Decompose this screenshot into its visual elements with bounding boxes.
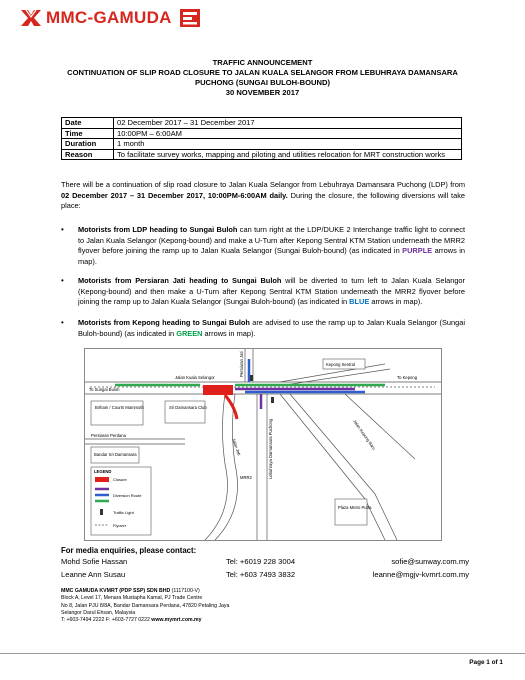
diversion-bullet-1 (61, 225, 465, 267)
contact-1-tel: Tel: +6019 228 3004 (226, 557, 296, 566)
footer-rule (0, 653, 525, 654)
map-label-persiaran-jati: Persiaran Jati (239, 351, 244, 377)
bullet-1-end: arrows in map). (78, 246, 465, 266)
intro-dates: 02 December 2017 – 31 December 2017, 10:00PM-6:00AM daily. (61, 190, 288, 200)
heading-title: CONTINUATION OF SLIP ROAD CLOSURE TO JALAN KUALA SELANGOR FROM LEBUHRAYA DAMANSARA (67, 68, 458, 77)
heading-label: TRAFFIC ANNOUNCEMENT (212, 58, 313, 67)
map-label-perdana: Persiaran Perdana (91, 433, 126, 438)
contact-2-tel: Tel: +603 7493 3832 (226, 570, 296, 579)
page-number: Page 1 of 1 (469, 659, 503, 666)
bullet-3-color: GREEN (176, 328, 203, 338)
footer-web[interactable]: www.mymrt.com.my (151, 617, 202, 624)
heading-subtitle: PUCHONG (SUNGAI BULOH-BOUND) (195, 78, 330, 87)
company-logo (20, 8, 200, 28)
legend-traffic-light-icon (100, 509, 103, 515)
legend-flyover: Flyover (113, 523, 127, 528)
footer-contact: T: +603-7494 2222 F: +603-7727 0222 (61, 617, 152, 624)
footer-company: MMC GAMUDA KVMRT (PDP SSP) SDN BHD (61, 588, 171, 594)
map-label-sri-dam-club: Sri Damansara Club (169, 405, 207, 410)
diversion-bullet-2 (61, 276, 465, 308)
bullet-3-text: are advised to use the ramp up to Jalan Kuala Selangor (Sungai Buloh-bound) (as indicated in (78, 318, 465, 338)
bullet-2-lead: Motorists from Persiaran Jati heading to Sungai Buloh (78, 276, 282, 285)
map-label-birham: Birham / Courts Mammoth (95, 405, 144, 410)
gamuda-emblem-icon (180, 9, 200, 27)
contact-title: For media enquiries, please contact: (61, 546, 197, 555)
table-row (62, 118, 462, 129)
contact-2-email[interactable]: leanne@mgjv-kvmrt.com.my (372, 570, 469, 579)
closure-info-table (61, 117, 462, 160)
map-label-kepong-sentral: Kepong Sentral (326, 362, 355, 367)
legend-diversion: Diversion Route (113, 493, 142, 498)
contact-1-name: Mohd Sofie Hassan (61, 557, 128, 566)
date-key: Date (62, 118, 114, 129)
company-name: MMC-GAMUDA (46, 8, 172, 27)
footer-reg: (1117100-V) (170, 588, 200, 594)
table-row (62, 128, 462, 139)
company-footer (61, 588, 229, 624)
diversion-bullet-3 (61, 318, 465, 339)
bullet-2-text: will be diverted to turn left to Jalan Kuala Selangor (Kepong-bound) and then make a U-Turn after Kepong Sentral KTM Station underneath the MRR2 flyover before joining the ramp up to Jalan Kuala Selangor (Sungai Buloh-bound) (as indicated in (78, 276, 465, 306)
bullet-1-color: PURPLE (402, 246, 433, 255)
plaza-block (335, 499, 367, 525)
date-value: 02 December 2017 – 31 December 2017 (114, 118, 462, 129)
bullet-2-color: BLUE (349, 297, 370, 306)
reason-key: Reason (62, 149, 114, 160)
map-label-ldp: Lebuhraya Damansara Puchong (268, 418, 273, 479)
map-label-jalan-jati: Jalan Jati (231, 437, 242, 456)
map-label-to-kepong: To Kepong (397, 375, 418, 380)
footer-addr1: Block A, Level 17, Menara Mustapha Kamal, PJ Trade Centre (61, 595, 203, 602)
legend-closure: Closure (113, 477, 127, 482)
reason-value: To facilitate survey works, mapping and piloting and utilities relocation for MRT construction works (114, 149, 462, 160)
closure-zone (203, 385, 233, 395)
map-label-kepong-baru: Jalan Kepong Baru (352, 418, 377, 451)
diversion-map (84, 348, 442, 541)
map-legend (91, 467, 151, 535)
intro-text-a: There will be a continuation of slip road closure to Jalan Kuala Selangor from Lebuhraya Damansara Puchong (LDP) from (61, 180, 465, 189)
legend-title: LEGEND (94, 469, 112, 474)
duration-value: 1 month (114, 139, 462, 150)
map-label-to-sb: To Sungai Buloh (89, 387, 120, 392)
map-label-plaza: Plaza Metro Putra (338, 505, 372, 510)
table-row (62, 139, 462, 150)
mmc-gamuda-x-icon (20, 9, 42, 27)
map-label-mrr2: MRR2 (240, 475, 252, 480)
legend-closure-swatch (95, 477, 109, 482)
bullet-2-end: arrows in map). (369, 297, 423, 306)
heading-date: 30 NOVEMBER 2017 (225, 88, 300, 97)
intro-paragraph (61, 180, 465, 212)
intro-text-c: During the closure, the following diversions will take place: (61, 190, 465, 210)
diversion-map-svg (85, 349, 441, 540)
bullet-dot-icon: • (61, 225, 64, 234)
bullet-1-text: can turn right at the LDP/DUKE 2 Interchange traffic light to connect to Jalan Kuala Selangor (Kepong-bound) and make a U-Turn after Kepong Sentral KTM Station underneath the MRR2 flyover before joining the ramp up to Jalan Kuala Selangor (Sungai Buloh-bound) (as indicated in (78, 225, 465, 255)
bullet-dot-icon: • (61, 318, 64, 327)
bullet-3-lead: Motorists from Kepong heading to Sungai Buloh (78, 318, 250, 327)
bullet-3-end: arrows in map). (202, 328, 256, 338)
footer-addr2: No 8, Jalan PJU 8/8A, Bandar Damansara Perdana, 47820 Petaling Jaya (61, 602, 230, 609)
footer-addr3: Selangor Darul Ehsan, Malaysia (61, 609, 136, 616)
contact-1-email[interactable]: sofie@sunway.com.my (391, 557, 469, 566)
time-key: Time (62, 128, 114, 139)
legend-light: Traffic Light (113, 510, 134, 515)
bullet-dot-icon: • (61, 276, 64, 285)
time-value: 10:00PM – 6:00AM (114, 128, 462, 139)
map-label-road-main: Jalan Kuala Selangor (175, 375, 215, 380)
table-row (62, 149, 462, 160)
contact-2-name: Leanne Ann Susau (61, 570, 126, 579)
bullet-1-lead: Motorists from LDP heading to Sungai Buloh (78, 225, 238, 234)
closed-slip-road (225, 395, 237, 419)
duration-key: Duration (62, 139, 114, 150)
map-label-bandar-sri: Bandar Sri Damansara (94, 452, 137, 457)
